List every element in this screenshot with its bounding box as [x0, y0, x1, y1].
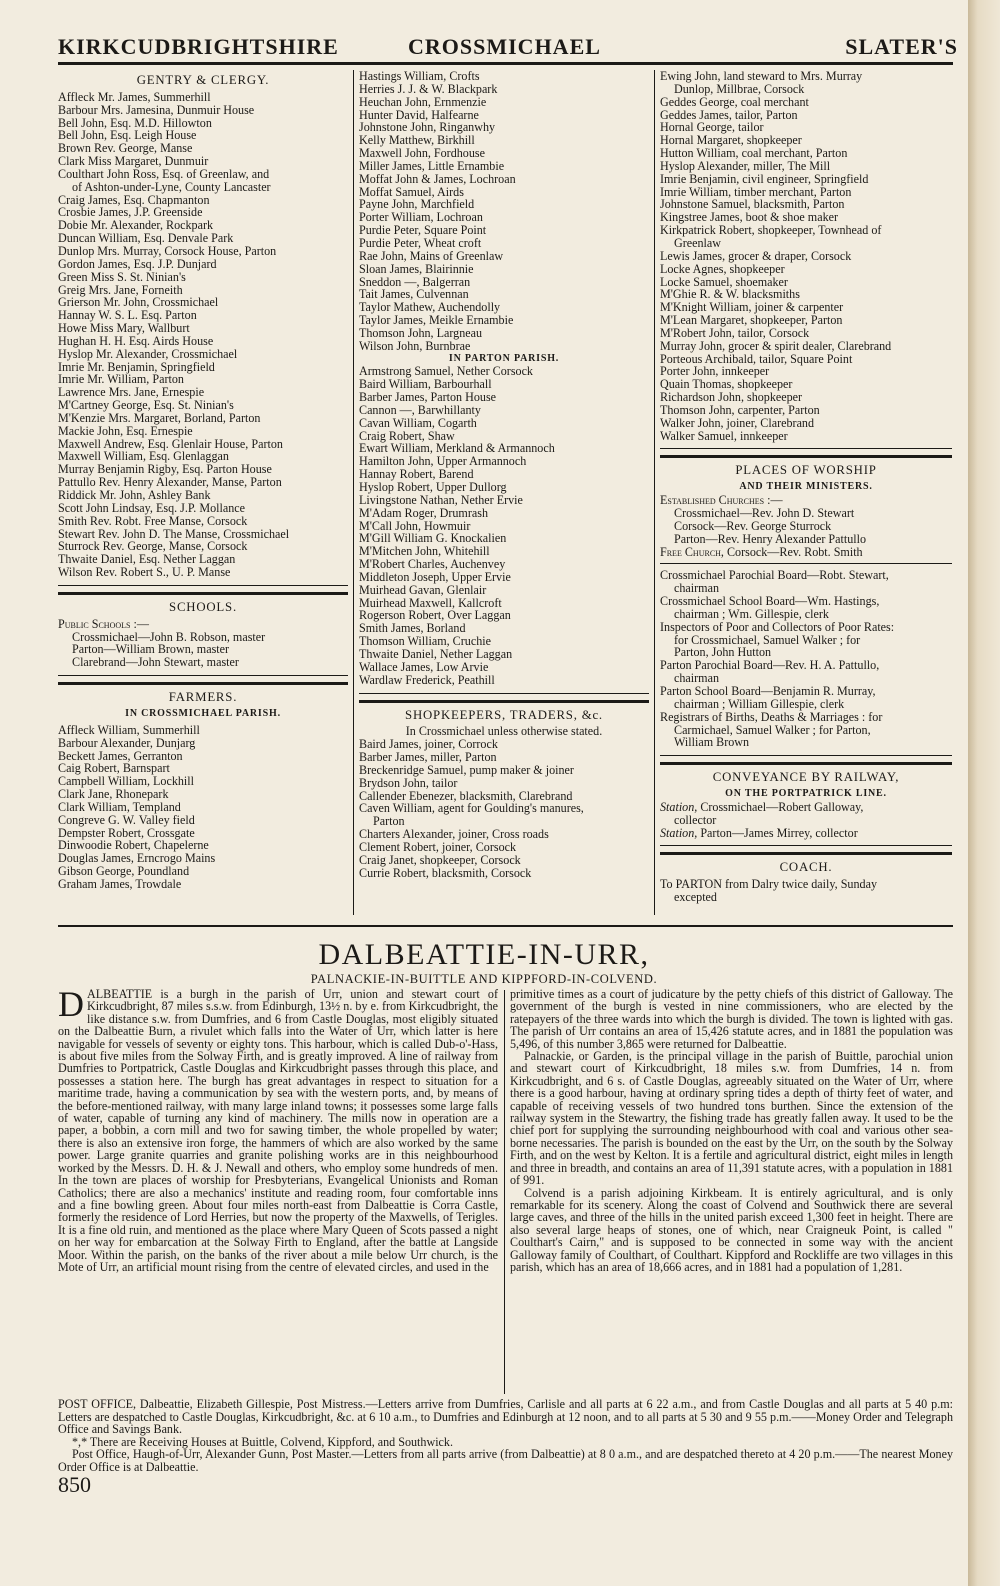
list-item: Walker John, joiner, Clarebrand	[660, 415, 815, 430]
list-item: Smith Rev. Robt. Free Manse, Corsock	[58, 513, 248, 528]
running-head	[58, 34, 958, 64]
list-item: Johnstone Samuel, blacksmith, Parton	[660, 197, 845, 212]
list-item: Taylor Mathew, Auchendolly	[359, 300, 501, 315]
list-item: Imrie Benjamin, civil engineer, Springfield	[660, 171, 869, 186]
list-item: Wilson John, Burnbrae	[359, 338, 471, 353]
list-item: Moffat John & James, Lochroan	[359, 171, 516, 186]
list-item: Mackie John, Esq. Ernespie	[58, 423, 193, 438]
list-item: Duncan William, Esq. Denvale Park	[58, 231, 234, 246]
list-item: Kirkpatrick Robert, shopkeeper, Townhead of	[660, 223, 882, 238]
list-item: Douglas James, Erncrogo Mains	[58, 851, 216, 866]
list-item: Tait James, Culvennan	[359, 287, 469, 302]
palnackie-paragraph: Palnackie, or Garden, is the principal village in the parish of Buittle, parochial union and stewart court of Kirkcudbright, 18 miles s.w. from Dumfries, 14 n. from Kirkcudbright, and 6 s. of Castle Douglas, agreeably situated on the Water of Urr, where there is a good harbour, having at ordinary spring tides a depth of thirty feet of water, and capable of receiving vessels of two hundred tons burthen. Since the extension of the railway system in the Stewartry, the fishing trade has greatly fallen away. It used to be the chief port for supplying the surrounding neighbourhood with coal and various other sea-borne necessaries. The parish is bounded on the east by the Urr, on the south by the Solway Firth, and on the west by Kelton. It is a fertile and agricultural district, eight miles in length and three in breadth, and contains an area of 11,391 statute acres, with a population in 1881 of 991.	[510, 1049, 953, 1188]
list-item: Parton, John Hutton	[674, 645, 772, 660]
list-item: Parton School Board—Benjamin R. Murray,	[660, 683, 876, 698]
section-divider	[660, 845, 952, 855]
list-item: Clement Robert, joiner, Corsock	[359, 839, 517, 854]
list-item: Clark William, Templand	[58, 799, 181, 814]
list-item: Registrars of Births, Deaths & Marriages : for	[660, 709, 883, 724]
list-item: Payne John, Marchfield	[359, 197, 475, 212]
list-item: Dunlop Mrs. Murray, Corsock House, Parton	[58, 243, 277, 258]
list-item: Ewart William, Merkland & Armannoch	[359, 441, 555, 456]
list-item: of Ashton-under-Lyne, County Lancaster	[72, 179, 271, 194]
list-item: Dunlop, Millbrae, Corsock	[674, 81, 805, 96]
farmers-list-2	[359, 70, 649, 353]
list-item: Gibson George, Poundland	[58, 864, 190, 879]
schools-heading: SCHOOLS.	[169, 599, 237, 614]
list-item: Dempster Robert, Crossgate	[58, 825, 195, 840]
list-item: Parton—William Brown, master	[72, 642, 230, 657]
worship-list	[660, 507, 952, 546]
list-item: M'Kenzie Mrs. Margaret, Borland, Parton	[58, 410, 261, 425]
list-item: Sloan James, Blairinnie	[359, 261, 474, 276]
column-rule	[353, 70, 354, 915]
list-item: M'Call John, Howmuir	[359, 518, 471, 533]
list-item: Maxwell William, Esq. Glenlaggan	[58, 449, 229, 464]
county-heading: KIRKCUDBRIGHTSHIRE	[58, 34, 339, 59]
list-item: Ewing John, land steward to Mrs. Murray	[660, 69, 863, 83]
shopkeepers-subheading: In Crossmichael unless otherwise stated.	[405, 724, 603, 739]
dalbeattie-title: DALBEATTIE-IN-URR,	[318, 938, 650, 971]
list-item: Thomson John, Largneau	[359, 325, 483, 340]
list-item: Callender Ebenezer, blacksmith, Clarebrand	[359, 788, 573, 803]
list-item: William Brown	[674, 735, 750, 750]
list-item: Imrie William, timber merchant, Parton	[660, 184, 852, 199]
column-rule	[654, 70, 655, 915]
list-item: Murray Benjamin Rigby, Esq. Parton House	[58, 462, 272, 477]
list-item: M'Cartney George, Esq. St. Ninian's	[58, 398, 234, 413]
post-office-dalbeattie: POST OFFICE, Dalbeattie, Elizabeth Gillespie, Post Mistress.—Letters arrive from Dumfries, Carlisle and all parts at 6 22 a.m., and from Castle Douglas and all parts at 5 40 p.m: Letters are despatched to Castle Douglas, Kirkcudbright, &c. at 6 10 a.m., to Dumfries and Edinburgh at 12 noon, and to all parts at 5 30 and 9 55 p.m.——Money Order and Telegraph Office and Savings Bank.	[58, 1397, 953, 1437]
list-item: Wardlaw Frederick, Peathill	[359, 672, 495, 687]
list-item: Purdie Peter, Square Point	[359, 223, 487, 238]
list-item: Dinwoodie Robert, Chapelerne	[58, 838, 209, 853]
section-divider	[660, 755, 952, 765]
list-item: Green Miss S. St. Ninian's	[58, 269, 186, 284]
publisher-heading: SLATER'S	[845, 34, 958, 59]
list-item: Kelly Matthew, Birkhill	[359, 133, 475, 148]
list-item: Armstrong Samuel, Nether Corsock	[359, 364, 533, 379]
list-item: M'Gill William G. Knockalien	[359, 531, 507, 546]
section-divider	[660, 448, 952, 458]
list-item: Barbour Alexander, Dunjarg	[58, 735, 196, 750]
list-item: Caig Robert, Barnspart	[58, 761, 170, 776]
list-item: Miller James, Little Ernambie	[359, 158, 505, 173]
list-item: Hyslop Mr. Alexander, Crossmichael	[58, 346, 238, 361]
coach-heading: COACH.	[779, 860, 833, 875]
list-item: Kingstree James, boot & shoe maker	[660, 210, 839, 225]
list-item: Cannon —, Barwhillanty	[359, 402, 481, 417]
list-item: Brown Rev. George, Manse	[58, 141, 193, 156]
list-item: M'Lean Margaret, shopkeeper, Parton	[660, 313, 843, 328]
list-item: Station, Parton—James Mirrey, collector	[660, 825, 858, 840]
column-rule	[504, 990, 505, 1394]
list-item: Craig James, Esq. Chapmanton	[58, 192, 210, 207]
dalbeattie-paragraph-1: primitive times as a court of judicature by the petty chiefs of this district of Galloway. The government of the burgh is vested in nine commissioners, who are elected by the ratepayers of the three wards into which the burgh is divided. The town is lighted with gas. The parish of Urr contains an area of 15,426 statute acres, and in 1881 the population was 5,496, of this number 3,865 were returned for Dalbeattie.	[510, 987, 953, 1051]
list-item: Thomson William, Cruchie	[359, 634, 491, 649]
list-item: Geddes James, tailor, Parton	[660, 107, 798, 122]
page-edge	[968, 0, 1000, 1586]
list-item: Beckett James, Gerranton	[58, 748, 183, 763]
list-item: Hutton William, coal merchant, Parton	[660, 146, 848, 161]
list-item: Clarebrand—John Stewart, master	[72, 655, 239, 670]
list-item: Murray John, grocer & spirit dealer, Clarebrand	[660, 338, 892, 353]
railway-heading: CONVEYANCE BY RAILWAY,	[712, 770, 900, 785]
list-item: Quain Thomas, shopkeeper	[660, 377, 793, 392]
farmers-list-parton	[359, 365, 649, 686]
header-rule	[58, 62, 953, 65]
list-item: Craig Janet, shopkeeper, Corsock	[359, 852, 521, 867]
list-item: Parton	[373, 814, 405, 829]
list-item: Coulthart John Ross, Esq. of Greenlaw, and	[58, 166, 270, 181]
list-item: Hamilton John, Upper Armannoch	[359, 454, 527, 469]
place-heading: CROSSMICHAEL	[408, 34, 601, 59]
list-item: Porter John, innkeeper	[660, 364, 770, 379]
list-item: Lewis James, grocer & draper, Corsock	[660, 248, 852, 263]
list-item: Imrie Mr. William, Parton	[58, 372, 184, 387]
list-item: Crossmichael School Board—Wm. Hastings,	[660, 594, 880, 609]
section-divider	[359, 693, 649, 703]
list-item: Hyslop Alexander, miller, The Mill	[660, 158, 831, 173]
list-item: Heuchan John, Ernmenzie	[359, 94, 487, 109]
list-item: Hornal George, tailor	[660, 120, 764, 135]
list-item: Craig Robert, Shaw	[359, 428, 455, 443]
list-item: Affleck Mr. James, Summerhill	[58, 89, 211, 104]
list-item: Purdie Peter, Wheat croft	[359, 235, 482, 250]
list-item: Breckenridge Samuel, pump maker & joiner	[359, 762, 574, 777]
list-item: excepted	[674, 890, 717, 905]
list-item: Barber James, miller, Parton	[359, 750, 497, 765]
colvend-paragraph: Colvend is a parish adjoining Kirkbeam. It is entirely agricultural, and is only remarkable for its scenery. Along the coast of Colvend and Southwick there are several large caves, and three of the hills in the united parish exceed 1,300 feet in height. There are also several large heaps of stones, one of which, near Craigneuk Point, is called " Coulthart's Cairn," and is supposed to be connected in some way with the ancient Galloway family of Coulthart, of Coulthart. Kippford and Rockliffe are two villages in this parish, which has an area of 18,666 acres, and in 1881 had a population of 1,281.	[510, 1185, 953, 1274]
farmers-subheading: IN CROSSMICHAEL PARISH.	[125, 707, 281, 719]
list-item: Taylor James, Meikle Ernambie	[359, 313, 514, 328]
list-item: Rae John, Mains of Greenlaw	[359, 248, 504, 263]
worship-subheading: AND THEIR MINISTERS.	[739, 481, 873, 493]
list-item: Livingstone Nathan, Nether Ervie	[359, 492, 523, 507]
list-item: Greig Mrs. Jane, Forneith	[58, 282, 183, 297]
list-item: Maxwell John, Fordhouse	[359, 146, 485, 161]
shopkeepers-list-2	[660, 70, 952, 442]
list-item: Thomson John, carpenter, Parton	[660, 402, 820, 417]
column-1	[58, 70, 348, 891]
dalbeattie-left-text: ALBEATTIE is a burgh in the parish of Urr, union and stewart court of Kirkcudbright, 87 miles s.s.w. from Edinburgh, 13½ n. by e. from Kirkcudbright, the like distance s.w. from Dumfries, and 6 from Castle Douglas, most eligibly situated on the Dalbeattie Burn, a rivulet which falls into the Water of Urr, which latter is here navigable for vessels of seventy or eighty tons. This harbour, which is called Dub-o'-Hass, is about five miles from the Solway Firth, and is greatly improved. A line of railway from Dumfries to Portpatrick, Castle Douglas and Kirkcudbright passes through this place, and possesses a station here. The burgh has great advantages in respect to situation for a maritime trade, having a communication by sea with the western ports, and, by means of the before-mentioned railway, with many large inland towns; it possesses some large falls of water, capable of turning any kind of machinery. The mills now in operation are a paper, a bobbin, a corn mill and two for sawing timber, the whole propelled by water; there is also an extensive iron forge, the hammers of which are also worked by the same power. Large granite quarries and granite polishing works are in this neighbourhood worked by the Messrs. D. H. & J. Newall and others, who employ some hundreds of men. In the town are places of worship for Presbyterians, Evangelical Unionists and Roman Catholics; there are also a mechanics' institute and reading room, four comfortable inns and a fine bowling green. About four miles north-east from Dalbeattie is Corra Castle, formerly the residence of Lord Herries, but now the property of the Maxwells, of Terigles. It is a fine old ruin, and mentioned as the place where Mary Queen of Scots passed a night on her way for embarcation at the Solway Firth to England, after the battle at Langside Moor. Within the parish, on the banks of the river about a mile below Urr church, is the Mote of Urr, an artificial mount rising from the centre of elevated circles, and used in the	[58, 987, 498, 1274]
coach-list	[660, 878, 952, 904]
list-item: Locke Samuel, shoemaker	[660, 274, 788, 289]
farmers-heading: FARMERS.	[168, 690, 238, 705]
list-item: Caven William, agent for Goulding's manures,	[359, 801, 584, 816]
list-item: Graham James, Trowdale	[58, 876, 182, 891]
drop-cap: D	[58, 984, 84, 1024]
worship-heading: PLACES OF WORSHIP	[735, 463, 877, 478]
dalbeattie-subtitle: PALNACKIE-IN-BUITTLE AND KIPPFORD-IN-COLVEND.	[310, 972, 658, 986]
list-item: Crossmichael Parochial Board—Robt. Stewart,	[660, 568, 889, 583]
list-item: Grierson Mr. John, Crossmichael	[58, 295, 219, 310]
list-item: Brydson John, tailor	[359, 775, 458, 790]
list-item: Wilson Rev. Robert S., U. P. Manse	[58, 565, 231, 580]
list-item: Barbour Mrs. Jamesina, Dunmuir House	[58, 102, 255, 117]
list-item: Clark Miss Margaret, Dunmuir	[58, 154, 209, 169]
list-item: chairman	[674, 671, 719, 686]
list-item: Congreve G. W. Valley field	[58, 812, 195, 827]
section-divider	[58, 585, 348, 595]
section-divider	[58, 675, 348, 685]
list-item: Inspectors of Poor and Collectors of Poor Rates:	[660, 619, 895, 634]
list-item: Middleton Joseph, Upper Ervie	[359, 569, 511, 584]
list-item: Porter William, Lochroan	[359, 210, 483, 225]
list-item: Baird William, Barbourhall	[359, 377, 492, 392]
list-item: Thwaite Daniel, Esq. Nether Laggan	[58, 552, 236, 567]
free-church-label: Free Church,	[660, 544, 724, 559]
list-item: Thwaite Daniel, Nether Laggan	[359, 646, 513, 661]
list-item: Pattullo Rev. Henry Alexander, Manse, Parton	[58, 475, 282, 490]
list-item: Herries J. J. & W. Blackpark	[359, 81, 498, 96]
list-item: Hughan H. H. Esq. Airds House	[58, 333, 214, 348]
parton-subheading: IN PARTON PARISH.	[448, 352, 560, 364]
column-3	[660, 70, 952, 904]
list-item: Carmichael, Samuel Walker ; for Parton,	[674, 722, 871, 737]
list-item: Richardson John, shopkeeper	[660, 390, 803, 405]
list-item: Wallace James, Low Arvie	[359, 659, 489, 674]
gentry-list	[58, 91, 348, 579]
list-item: Station, Crossmichael—Robert Galloway,	[660, 799, 864, 814]
list-item: Bell John, Esq. M.D. Hillowton	[58, 115, 212, 130]
list-item: Locke Agnes, shopkeeper	[660, 261, 785, 276]
list-item: Hastings William, Crofts	[359, 69, 480, 83]
list-item: chairman ; Wm. Gillespie, clerk	[674, 606, 829, 621]
list-item: Hannay Robert, Barend	[359, 467, 474, 482]
list-item: M'Adam Roger, Drumrash	[359, 505, 488, 520]
list-item: Lawrence Mrs. Jane, Ernespie	[58, 385, 205, 400]
list-item: collector	[674, 812, 717, 827]
list-item: Sneddon —, Balgerran	[359, 274, 471, 289]
list-item: Crossmichael—John B. Robson, master	[72, 629, 266, 644]
railway-list	[660, 801, 952, 840]
list-item: Crossmichael—Rev. John D. Stewart	[674, 506, 855, 520]
list-item: Geddes George, coal merchant	[660, 94, 809, 109]
receiving-houses-note: *,* There are Receiving Houses at Buittle, Colvend, Kippford, and Southwick.	[72, 1434, 453, 1449]
list-item: Crosbie James, J.P. Greenside	[58, 205, 203, 220]
list-item: Bell John, Esq. Leigh House	[58, 128, 197, 143]
established-churches-label: Established Churches :—	[660, 493, 783, 508]
schools-list	[58, 631, 348, 670]
list-item: M'Ghie R. & W. blacksmiths	[660, 287, 800, 302]
list-item: Scott John Lindsay, Esq. J.P. Mollance	[58, 500, 245, 515]
free-church-text: Corsock—Rev. Robt. Smith	[726, 544, 863, 559]
list-item: Porteous Archibald, tailor, Square Point	[660, 351, 853, 366]
dalbeattie-left-column	[58, 984, 498, 1274]
list-item: M'Knight William, joiner & carpenter	[660, 300, 844, 315]
list-item: Affleck William, Summerhill	[58, 722, 200, 737]
list-item: Campbell William, Lockhill	[58, 774, 194, 789]
list-item: Rogerson Robert, Over Laggan	[359, 608, 511, 623]
section-rule	[58, 925, 953, 927]
shopkeepers-heading: SHOPKEEPERS, TRADERS, &c.	[405, 707, 603, 722]
list-item: Cavan William, Cogarth	[359, 415, 477, 430]
list-item: Hyslop Robert, Upper Dullorg	[359, 480, 507, 494]
list-item: Walker Samuel, innkeeper	[660, 428, 788, 443]
list-item: Riddick Mr. John, Ashley Bank	[58, 488, 211, 502]
list-item: Muirhead Gavan, Glenlair	[359, 582, 487, 597]
list-item: Hunter David, Halfearne	[359, 107, 479, 122]
boards-list	[660, 569, 952, 749]
post-office-haugh: Post Office, Haugh-of-Urr, Alexander Gunn, Post Master.—Letters from all parts arrive (from Dalbeattie) at 8 0 a.m., and are despatched thereto at 4 20 p.m.——The nearest Money Order Office is at Dalbeattie.	[58, 1447, 953, 1474]
column-2	[359, 70, 649, 879]
dalbeattie-right-column	[510, 988, 953, 1273]
list-item: Muirhead Maxwell, Kallcroft	[359, 595, 502, 610]
farmers-list-1	[58, 724, 348, 891]
list-item: Parton—Rev. Henry Alexander Pattullo	[674, 531, 867, 546]
list-item: Stewart Rev. John D. The Manse, Crossmichael	[58, 526, 290, 541]
list-item: To PARTON from Dalry twice daily, Sunday	[660, 877, 877, 892]
list-item: Dobie Mr. Alexander, Rockpark	[58, 218, 214, 233]
list-item: Barber James, Parton House	[359, 390, 497, 405]
list-item: Clark Jane, Rhonepark	[58, 787, 169, 802]
list-item: Greenlaw	[674, 235, 722, 250]
list-item: Parton Parochial Board—Rev. H. A. Pattullo,	[660, 658, 880, 673]
list-item: Sturrock Rev. George, Manse, Corsock	[58, 539, 248, 554]
list-item: M'Robert John, tailor, Corsock	[660, 325, 810, 340]
section-divider	[660, 563, 952, 564]
list-item: Johnstone John, Ringanwhy	[359, 120, 496, 135]
page-number: 850	[58, 1472, 91, 1497]
list-item: Hornal Margaret, shopkeeper	[660, 133, 802, 148]
schools-intro: Public Schools :—	[58, 616, 149, 631]
list-item: Imrie Mr. Benjamin, Springfield	[58, 359, 215, 374]
list-item: Hannay W. S. L. Esq. Parton	[58, 308, 197, 323]
list-item: Maxwell Andrew, Esq. Glenlair House, Parton	[58, 436, 283, 451]
list-item: Howe Miss Mary, Wallburt	[58, 321, 190, 336]
shopkeepers-list-1	[359, 738, 649, 879]
gentry-heading: GENTRY & CLERGY.	[136, 73, 270, 87]
post-office-notice	[58, 1398, 953, 1474]
list-item: Charters Alexander, joiner, Cross roads	[359, 827, 549, 842]
list-item: M'Robert Charles, Auchenvey	[359, 557, 506, 572]
list-item: for Crossmichael, Samuel Walker ; for	[674, 632, 861, 647]
list-item: M'Mitchen John, Whitehill	[359, 544, 490, 559]
list-item: Moffat Samuel, Airds	[359, 184, 464, 199]
list-item: Corsock—Rev. George Sturrock	[674, 518, 832, 533]
list-item: chairman ; William Gillespie, clerk	[674, 696, 845, 711]
list-item: Smith James, Borland	[359, 621, 466, 636]
list-item: Gordon James, Esq. J.P. Dunjard	[58, 256, 217, 271]
railway-subheading: ON THE PORTPATRICK LINE.	[725, 788, 887, 800]
list-item: chairman	[674, 581, 719, 596]
list-item: Baird James, joiner, Corrock	[359, 737, 498, 752]
list-item: Currie Robert, blacksmith, Corsock	[359, 865, 532, 880]
